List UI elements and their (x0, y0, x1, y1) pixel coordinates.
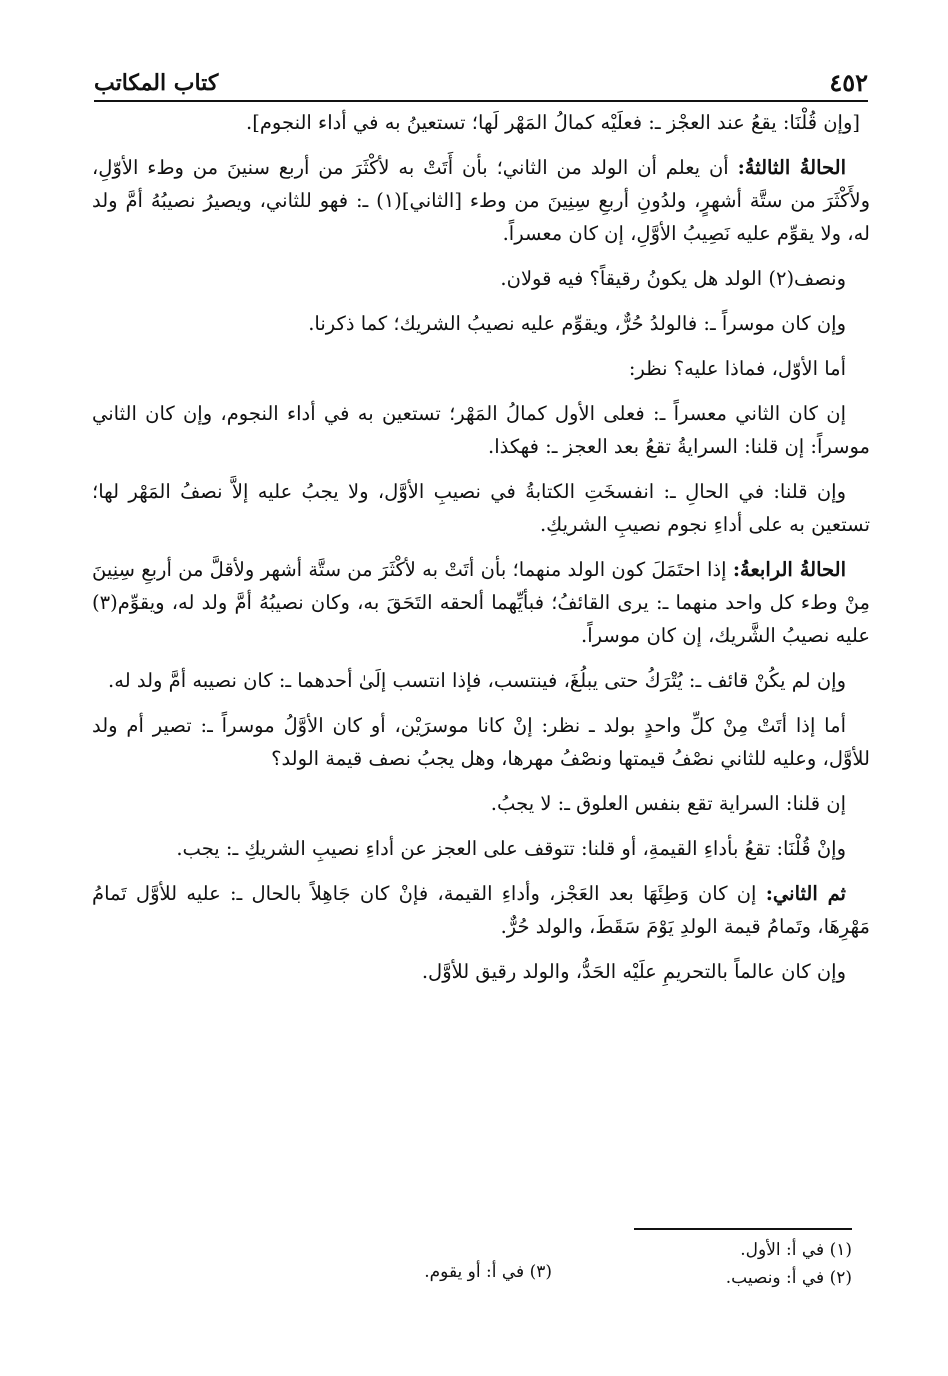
paragraph-text: وإن قلنا: في الحالِ ـ: انفسخَتِ الكتابةُ في نصيبِ الأوَّل، ولا يجبُ عليه إلاَّ نصفُ المَهْر لها؛ تستعين به على أداءِ نجوم نصيبِ الشريكِ. (92, 480, 870, 536)
footnote-1: (١) في أ: الأول. (740, 1240, 852, 1260)
paragraph (92, 877, 870, 943)
paragraph-lead: الحالةُ الثالثةُ: (737, 156, 846, 179)
paragraph (92, 832, 870, 865)
paragraph (92, 151, 870, 250)
paragraph (92, 397, 870, 463)
running-header (94, 66, 868, 102)
paragraph (92, 106, 870, 139)
paragraph-text: وإن لم يكُنْ قائف ـ: يُتْرَكُ حتى يبلُغَ، فينتسب، فإذا انتسب إلَىٰ أحدهما ـ: كان نصيبه أمَّ ولد له. (108, 669, 846, 692)
paragraph-text: إن كان وَطِئَهَا بعد العَجْز، وأداءِ القيمة، فإنْ كان جَاهِلاً بالحال ـ: عليه للأوَّل تَمامُ مَهْرِهَا، وتَمامُ قيمة الولدِ يَوْمَ سَقَطَ، والولد حُرٌّ. (92, 882, 870, 938)
paragraph-text: إذا احتَمَلَ كون الولد منهما؛ بأن أتَتْ به لأكْثَرَ من ستَّة أشهر ولأقلَّ من أربعِ سِنِينَ مِنْ وطء كل واحد منهما ـ: يرى القائفُ؛ فبأيِّهما ألحقه التَحَقَ به، وكان نصيبُهُ أمَّ ولد له، ويقوِّم(٣) عليه نصيبُ الشَّريك، إن كان موسراً. (92, 558, 870, 647)
paragraph (92, 664, 870, 697)
book-title: كتاب المكاتب (94, 70, 219, 96)
paragraph (92, 955, 870, 988)
paragraph (92, 553, 870, 652)
paragraph-text: وإنْ قُلْنَا: تقعُ بأداءِ القيمةِ، أو قلنا: تتوقف على العجز عن أداءِ نصيبِ الشريكِ ـ: يجب. (176, 837, 846, 860)
paragraph-text: وإن كان موسراً ـ: فالولدُ حُرٌّ، ويقوِّم عليه نصيبُ الشريك؛ كما ذكرنا. (308, 312, 846, 335)
paragraph (92, 475, 870, 541)
main-text (92, 106, 870, 1000)
paragraph-text: أما إذا أتَتْ مِنْ كلِّ واحدٍ بولد ـ نظر: إنْ كانا موسرَيْن، أو كان الأوَّلُ موسراً ـ: تصير أم ولد للأوَّل، وعليه للثاني نصْفُ قيمتها ونصْفُ مهرها، وهل يجبُ نصف قيمة الولد؟ (92, 714, 870, 770)
footnote-2: (٢) في أ: ونصيب. (725, 1268, 852, 1288)
paragraph (92, 352, 870, 385)
paragraph (92, 709, 870, 775)
paragraph-text: [وإن قُلْنَا: يقعُ عند العجْز ـ: فعلَيْه كمالُ المَهْر لَها؛ تستعينُ به في أداء النجوم]. (246, 111, 860, 134)
paragraph-lead: ثم الثاني: (765, 882, 846, 905)
paragraph (92, 307, 870, 340)
paragraph-lead: الحالةُ الرابعةُ: (732, 558, 846, 581)
paragraph-text: إن كان الثاني معسراً ـ: فعلى الأول كمالُ المَهْر؛ تستعين به في أداء النجوم، وإن كان الثاني موسراً: إن قلنا: السرايةُ تقعُ بعد العجز ـ: فهكذا. (92, 402, 870, 458)
footnote-3: (٣) في أ: أو يقوم. (424, 1262, 552, 1282)
paragraph-text: أما الأوّل، فماذا عليه؟ نظر: (628, 357, 846, 380)
page-number: ٤٥٢ (829, 68, 868, 97)
paragraph-text: أن يعلم أن الولد من الثاني؛ بأن أَتَتْ به لأكْثَرَ من أربع سنينَ من وطء الأوّلِ، ولأَكْثَرَ من ستَّة أشهرٍ، ولدُونِ أربعِ سِنِينَ من وطء [الثاني](١) ـ: فهو للثاني، ويصيرُ نصيبُهُ أمَّ ولد له، ولا يقوِّم عليه نَصِيبُ الأوَّلِ، إن كان معسراً. (92, 156, 870, 245)
paragraph-text: إن قلنا: السراية تقع بنفس العلوق ـ: لا يجبُ. (490, 792, 846, 815)
footnote-separator (634, 1228, 852, 1230)
paragraph (92, 262, 870, 295)
footnote-column-right (612, 1236, 852, 1292)
paragraph (92, 787, 870, 820)
paragraph-text: وإن كان عالماً بالتحريمِ علَيْه الحَدُّ، والولد رقيق للأوَّل. (421, 960, 846, 983)
paragraph-text: ونصف(٢) الولد هل يكونُ رقيقاً؟ فيه قولان. (500, 267, 846, 290)
footnote-column-left (322, 1258, 552, 1286)
